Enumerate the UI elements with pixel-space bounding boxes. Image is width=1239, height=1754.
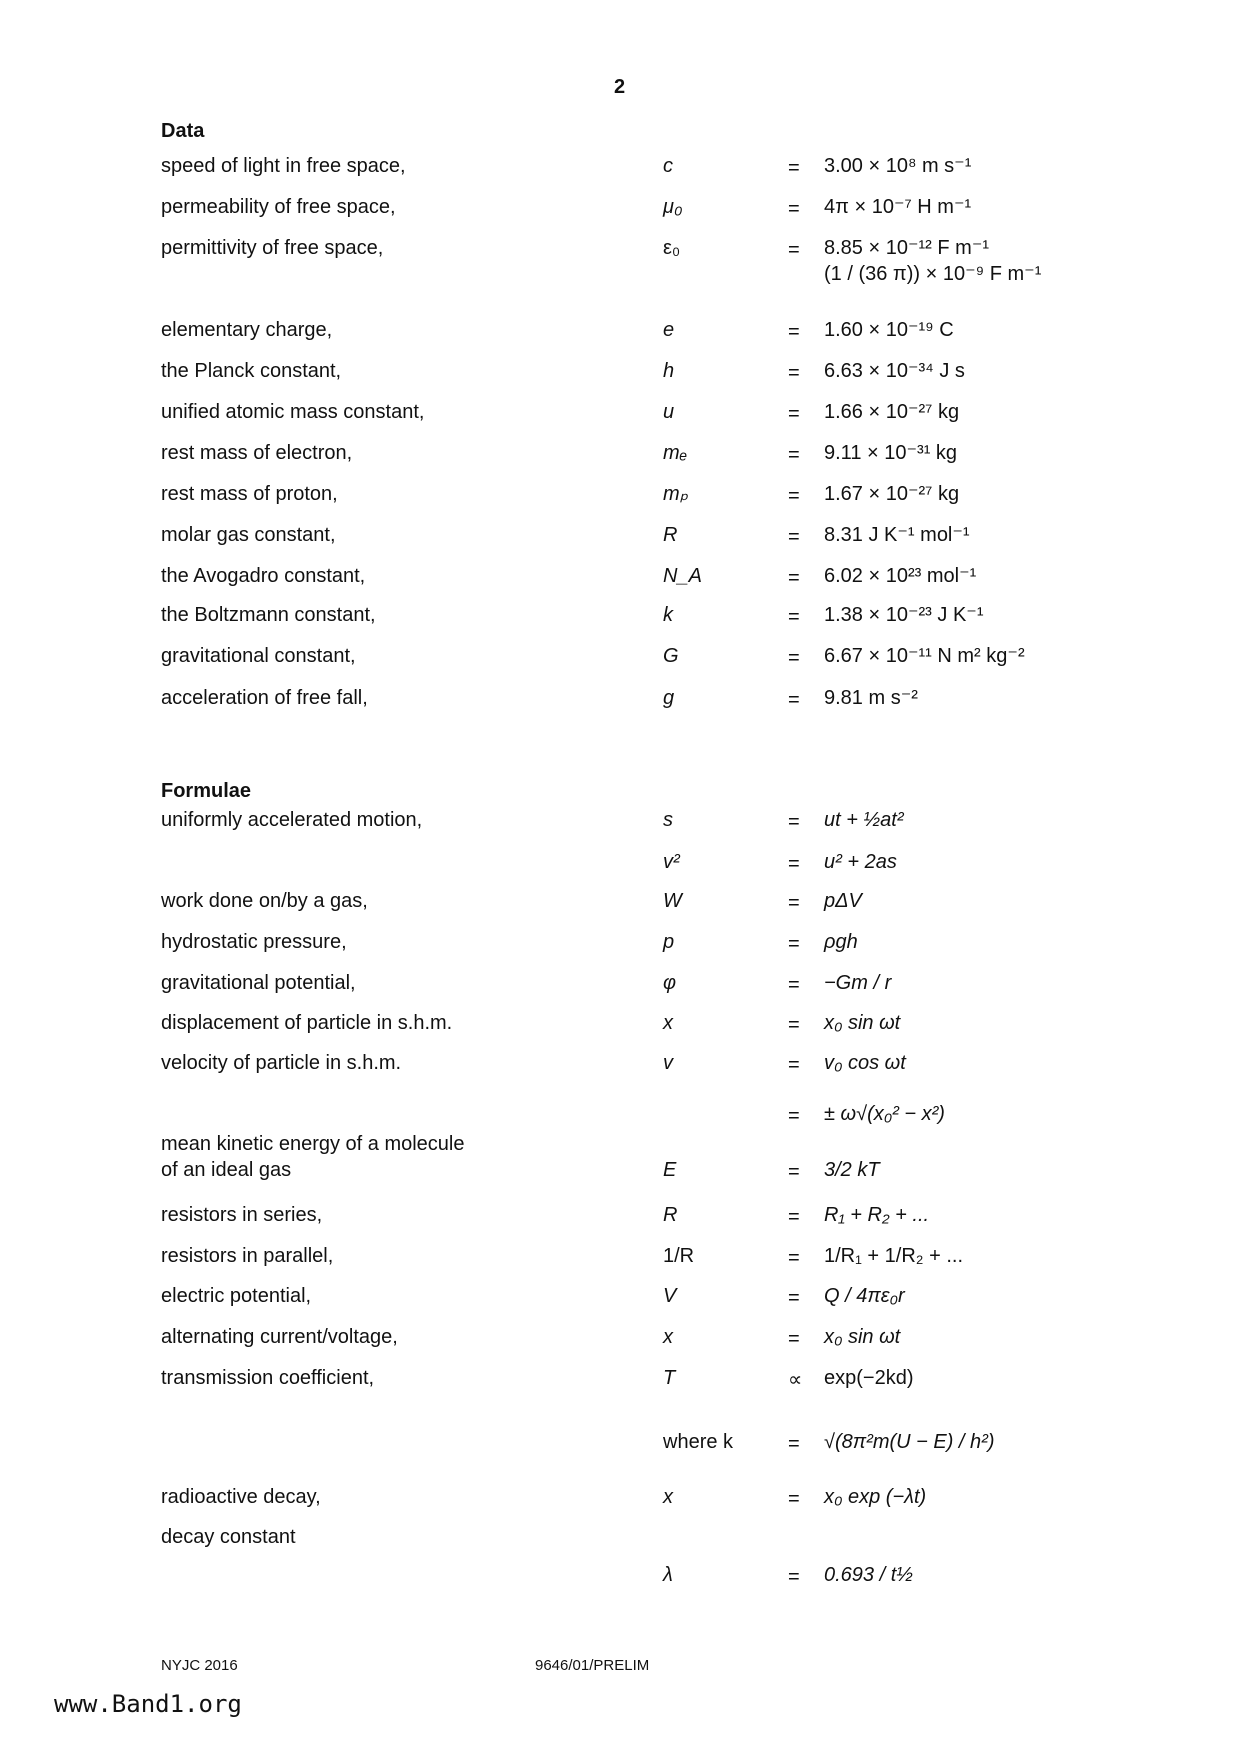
equals-sign: = xyxy=(788,853,800,875)
formula-value: ut + ½at² xyxy=(824,809,904,831)
formula-symbol: V xyxy=(663,1285,677,1307)
formula-row xyxy=(161,1485,1161,1517)
data-label: speed of light in free space, xyxy=(161,155,406,177)
data-value: 9.81 m s⁻² xyxy=(824,687,918,709)
footer-school: NYJC 2016 xyxy=(161,1657,238,1674)
formulae-section-title: Formulae xyxy=(161,780,252,802)
equals-sign: = xyxy=(788,606,800,628)
formula-symbol: p xyxy=(663,931,675,953)
formula-symbol: λ xyxy=(663,1564,673,1586)
formula-symbol: where k xyxy=(663,1431,734,1453)
data-row xyxy=(161,564,1161,596)
formula-value: 1/R₁ + 1/R₂ + ... xyxy=(824,1245,964,1267)
data-row xyxy=(161,686,1161,718)
equals-sign: = xyxy=(788,362,800,384)
equals-sign: = xyxy=(788,444,800,466)
data-label: the Avogadro constant, xyxy=(161,565,366,587)
equals-sign: = xyxy=(788,321,800,343)
data-symbol: mₚ xyxy=(663,483,689,505)
formula-symbol: v² xyxy=(663,851,680,873)
formula-value: x₀ sin ωt xyxy=(824,1012,901,1034)
data-symbol: g xyxy=(663,687,675,709)
formula-value: R₁ + R₂ + ... xyxy=(824,1204,930,1226)
data-value: 6.02 × 10²³ mol⁻¹ xyxy=(824,565,977,587)
formula-label: work done on/by a gas, xyxy=(161,890,368,912)
equals-sign: = xyxy=(788,689,800,711)
data-row xyxy=(161,318,1161,350)
data-value: 6.67 × 10⁻¹¹ N m² kg⁻² xyxy=(824,645,1025,667)
formula-row xyxy=(161,850,1161,882)
equals-sign: = xyxy=(788,1247,800,1269)
equals-sign: = xyxy=(788,1287,800,1309)
data-symbol: N_A xyxy=(663,565,702,587)
data-label: elementary charge, xyxy=(161,319,333,341)
formula-row xyxy=(161,1102,1161,1134)
data-label: rest mass of proton, xyxy=(161,483,338,505)
formula-symbol: W xyxy=(663,890,682,912)
equals-sign: = xyxy=(788,1014,800,1036)
data-value: 1.67 × 10⁻²⁷ kg xyxy=(824,483,960,505)
data-row xyxy=(161,195,1161,227)
formula-row xyxy=(161,1244,1161,1276)
formula-value: v₀ cos ωt xyxy=(824,1052,906,1074)
formula-symbol: E xyxy=(663,1159,677,1181)
formula-row xyxy=(161,1132,1161,1188)
data-value: 4π × 10⁻⁷ H m⁻¹ xyxy=(824,196,972,218)
formula-symbol: x xyxy=(663,1012,673,1034)
data-symbol: u xyxy=(663,401,675,423)
formula-value: 0.693 / t½ xyxy=(824,1564,913,1586)
data-symbol: mₑ xyxy=(663,442,688,464)
formula-row xyxy=(161,1203,1161,1235)
data-label: acceleration of free fall, xyxy=(161,687,368,709)
data-value: 1.38 × 10⁻²³ J K⁻¹ xyxy=(824,604,984,626)
formula-symbol: x xyxy=(663,1326,673,1348)
formula-symbol: T xyxy=(663,1367,676,1389)
formula-label: displacement of particle in s.h.m. xyxy=(161,1012,453,1034)
formula-value: 3/2 kT xyxy=(824,1159,880,1181)
formula-label: resistors in series, xyxy=(161,1204,323,1226)
formula-value: Q / 4πε₀r xyxy=(824,1285,905,1307)
formula-row xyxy=(161,1284,1161,1316)
formula-label: uniformly accelerated motion, xyxy=(161,809,423,831)
formula-symbol: s xyxy=(663,809,673,831)
data-symbol: μ₀ xyxy=(663,196,683,218)
data-row xyxy=(161,236,1161,296)
equals-sign: = xyxy=(788,239,800,261)
data-value: 6.63 × 10⁻³⁴ J s xyxy=(824,360,965,382)
formula-row xyxy=(161,1051,1161,1083)
formula-symbol: 1/R xyxy=(663,1245,695,1267)
formula-row xyxy=(161,1325,1161,1357)
data-label: unified atomic mass constant, xyxy=(161,401,425,423)
data-value: 9.11 × 10⁻³¹ kg xyxy=(824,442,958,464)
formula-symbol: x xyxy=(663,1486,673,1508)
data-value: 1.66 × 10⁻²⁷ kg xyxy=(824,401,960,423)
formula-row xyxy=(161,1011,1161,1043)
formula-row xyxy=(161,808,1161,840)
formula-label: velocity of particle in s.h.m. xyxy=(161,1052,402,1074)
data-label: gravitational constant, xyxy=(161,645,356,667)
formula-value: x₀ exp (−λt) xyxy=(824,1486,927,1508)
data-label: rest mass of electron, xyxy=(161,442,353,464)
data-row xyxy=(161,154,1161,186)
data-symbol: R xyxy=(663,524,678,546)
formula-row xyxy=(161,930,1161,962)
formula-row xyxy=(161,1366,1161,1398)
data-label: molar gas constant, xyxy=(161,524,336,546)
formula-value: ρgh xyxy=(824,931,858,953)
formula-label: hydrostatic pressure, xyxy=(161,931,347,953)
data-symbol: G xyxy=(663,645,679,667)
formula-value: pΔV xyxy=(824,890,862,912)
formula-value: ± ω√(x₀² − x²) xyxy=(824,1103,945,1125)
formula-row xyxy=(161,971,1161,1003)
formula-label: alternating current/voltage, xyxy=(161,1326,398,1348)
formula-value: x₀ sin ωt xyxy=(824,1326,901,1348)
watermark: www.Band1.org xyxy=(54,1690,242,1718)
data-row xyxy=(161,523,1161,555)
formula-symbol: φ xyxy=(663,972,677,994)
equals-sign: = xyxy=(788,1161,800,1183)
formula-value: √(8π²m(U − E) / h²) xyxy=(824,1431,995,1453)
equals-sign: = xyxy=(788,485,800,507)
formula-label: resistors in parallel, xyxy=(161,1245,334,1267)
data-label: permittivity of free space, xyxy=(161,237,384,259)
equals-sign: = xyxy=(788,403,800,425)
data-value: 1.60 × 10⁻¹⁹ C xyxy=(824,319,954,341)
equals-sign: = xyxy=(788,526,800,548)
data-label: the Boltzmann constant, xyxy=(161,604,376,626)
equals-sign: = xyxy=(788,811,800,833)
equals-sign: = xyxy=(788,1566,800,1588)
data-symbol: k xyxy=(663,604,673,626)
data-value-alt: (1 / (36 π)) × 10⁻⁹ F m⁻¹ xyxy=(824,263,1042,285)
equals-sign: = xyxy=(788,1328,800,1350)
data-row xyxy=(161,400,1161,432)
data-label: the Planck constant, xyxy=(161,360,342,382)
equals-sign: = xyxy=(788,933,800,955)
footer-paper-code: 9646/01/PRELIM xyxy=(535,1657,650,1674)
equals-sign: = xyxy=(788,567,800,589)
data-value: 3.00 × 10⁸ m s⁻¹ xyxy=(824,155,972,177)
formula-label: transmission coefficient, xyxy=(161,1367,375,1389)
data-row xyxy=(161,644,1161,676)
formula-label: electric potential, xyxy=(161,1285,312,1307)
formula-symbol: R xyxy=(663,1204,678,1226)
formula-row xyxy=(161,889,1161,921)
data-value: 8.31 J K⁻¹ mol⁻¹ xyxy=(824,524,970,546)
equals-sign: = xyxy=(788,1488,800,1510)
data-label: permeability of free space, xyxy=(161,196,396,218)
data-symbol: h xyxy=(663,360,675,382)
equals-sign: = xyxy=(788,157,800,179)
equals-sign: = xyxy=(788,1433,800,1455)
formula-label-cont: of an ideal gas xyxy=(161,1159,292,1181)
data-row xyxy=(161,482,1161,514)
data-row xyxy=(161,603,1161,635)
formula-value: u² + 2as xyxy=(824,851,897,873)
data-symbol: e xyxy=(663,319,675,341)
equals-sign: = xyxy=(788,1105,800,1127)
data-row xyxy=(161,359,1161,391)
data-row xyxy=(161,441,1161,473)
equals-sign: = xyxy=(788,647,800,669)
data-symbol: c xyxy=(663,155,673,177)
formula-value: exp(−2kd) xyxy=(824,1367,914,1389)
equals-sign: = xyxy=(788,974,800,996)
formula-symbol: v xyxy=(663,1052,673,1074)
formula-label: decay constant xyxy=(161,1526,296,1548)
data-value: 8.85 × 10⁻¹² F m⁻¹ xyxy=(824,237,990,259)
data-section-title: Data xyxy=(161,120,205,142)
page-number: 2 xyxy=(613,76,626,98)
formula-label: gravitational potential, xyxy=(161,972,356,994)
equals-sign: = xyxy=(788,1054,800,1076)
formula-row xyxy=(161,1525,1161,1595)
formula-label: mean kinetic energy of a molecule xyxy=(161,1133,465,1155)
formula-value: −Gm / r xyxy=(824,972,892,994)
equals-sign: = xyxy=(788,1206,800,1228)
proportional-sign: ∝ xyxy=(788,1369,803,1391)
formula-row xyxy=(161,1430,1161,1462)
equals-sign: = xyxy=(788,892,800,914)
equals-sign: = xyxy=(788,198,800,220)
formula-label: radioactive decay, xyxy=(161,1486,321,1508)
data-symbol: ε₀ xyxy=(663,237,681,259)
